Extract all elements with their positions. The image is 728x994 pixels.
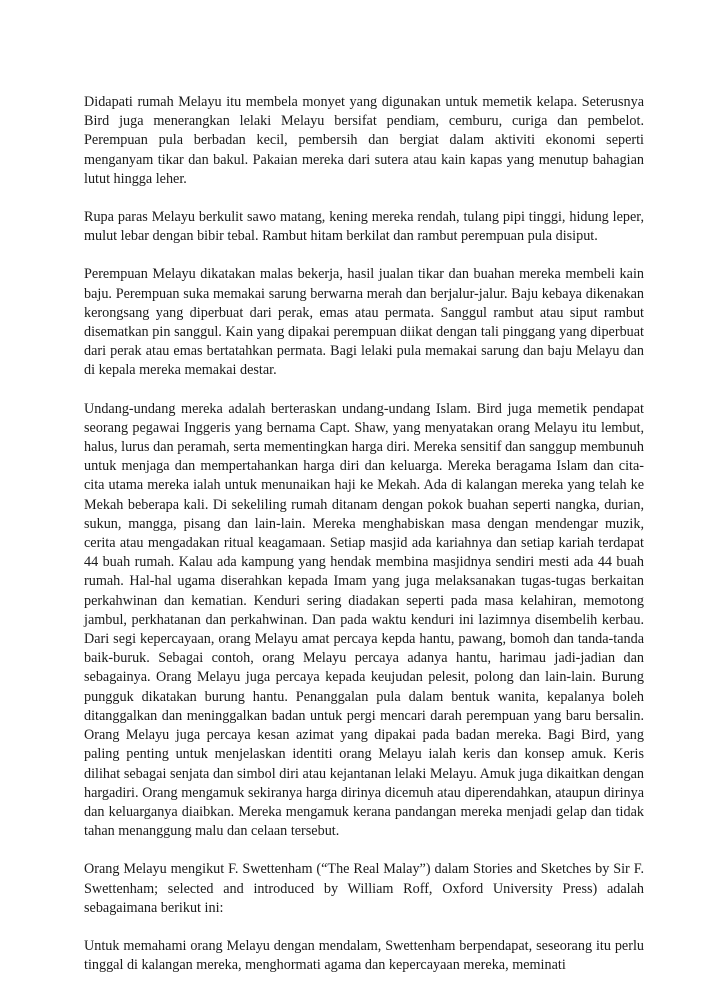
paragraph-4: Undang-undang mereka adalah berteraskan undang-undang Islam. Bird juga memetik pendapat seorang pegawai Inggeris yang bernama Capt. Shaw, yang menyatakan orang Melayu itu lembut, halus, lurus dan peramah, serta mementingkan harga diri. Mereka sensitif dan sanggup membunuh untuk menjaga dan mempertahankan harga diri dan keluarga. Mereka beragama Islam dan cita-cita utama mereka ialah untuk menunaikan haji ke Mekah. Ada di kalangan mereka yang telah ke Mekah beberapa kali. Di sekeliling rumah ditanam dengan pokok buahan seperti nangka, durian, sukun, mangga, pisang dan lain-lain. Mereka menghabiskan masa dengan mendengar muzik, cerita atau mengadakan ritual keagamaan. Setiap masjid ada kariahnya dan setiap kariah terdapat 44 buah rumah. Kalau ada kampung yang hendak membina masjidnya sendiri mesti ada 44 buah rumah. Hal-hal ugama diserahkan kepada Imam yang juga melaksanakan tugas-tugas berkaitan perkahwinan dan kematian. Kenduri sering diadakan seperti pada masa kelahiran, memotong jambul, perkhatanan dan perkahwinan. Dan pada waktu kenduri ini lazimnya disembelih kerbau. Dari segi kepercayaan, orang Melayu amat percaya kepda hantu, pawang, bomoh dan tanda-tanda baik-buruk. Sebagai contoh, orang Melayu percaya adanya hantu, harimau jadi-jadian dan sebagainya. Orang Melayu juga percaya kepada keujudan pelesit, polong dan lain-lain. Burung pungguk dikatakan burung hantu. Penanggalan pula dalam bentuk wanita, kepalanya boleh ditanggalkan dan meninggalkan badan untuk pergi mencari darah perempuan yang baru bersalin. Orang Melayu juga percaya kesan azimat yang dipakai pada badan mereka. Bagi Bird, yang paling penting untuk menjelaskan identiti orang Melayu ialah keris dan konsep amuk. Keris dilihat sebagai senjata dan simbol diri atau kejantanan lelaki Melayu. Amuk juga dikaitkan dengan hargadiri. Orang mengamuk sekiranya harga dirinya dicemuh atau diperendahkan, ataupun dirinya dan keluarganya diaibkan. Mereka mengamuk kerana pandangan mereka menjadi gelap dan tidak tahan menanggung malu dan celaan tersebut.: [84, 400, 644, 840]
paragraph-1: Didapati rumah Melayu itu membela monyet yang digunakan untuk memetik kelapa. Seterusnya Bird juga menerangkan lelaki Melayu bersifat pendiam, cemburu, curiga dan pembelot. Perempuan pula berbadan kecil, pembersih dan bergiat dalam aktiviti ekonomi seperti menganyam tikar dan bakul. Pakaian mereka dari sutera atau kain kapas yang menutup bahagian lutut hingga leher.: [84, 94, 644, 187]
paragraph-2: Rupa paras Melayu berkulit sawo matang, kening mereka rendah, tulang pipi tinggi, hidung leper, mulut lebar dengan bibir tebal. Rambut hitam berkilat dan rambut perempuan pula disiput.: [84, 209, 644, 245]
document-page: [84, 93, 644, 994]
paragraph-3: Perempuan Melayu dikatakan malas bekerja, hasil jualan tikar dan buahan mereka membeli kain baju. Perempuan suka memakai sarung berwarna merah dan berjalur-jalur. Baju kebaya dikenakan kerongsang yang diperbuat dari perak, emas atau permata. Sanggul rambut atau siput rambut disematkan pin sanggul. Kain yang dipakai perempuan diikat dengan tali pinggang yang diperbuat dari perak atau emas bertatahkan permata. Bagi lelaki pula memakai sarung dan baju Melayu dan di kepala mereka memakai destar.: [84, 266, 644, 379]
paragraph-6: Untuk memahami orang Melayu dengan mendalam, Swettenham berpendapat, seseorang itu perlu tinggal di kalangan mereka, menghormati agama dan kepercayaan mereka, meminati: [84, 937, 644, 974]
paragraph-5: Orang Melayu mengikut F. Swettenham (“The Real Malay”) dalam Stories and Sketches by Sir F. Swettenham; selected and introduced by William Roff, Oxford University Press) adalah sebagaimana berikut ini:: [84, 861, 644, 916]
